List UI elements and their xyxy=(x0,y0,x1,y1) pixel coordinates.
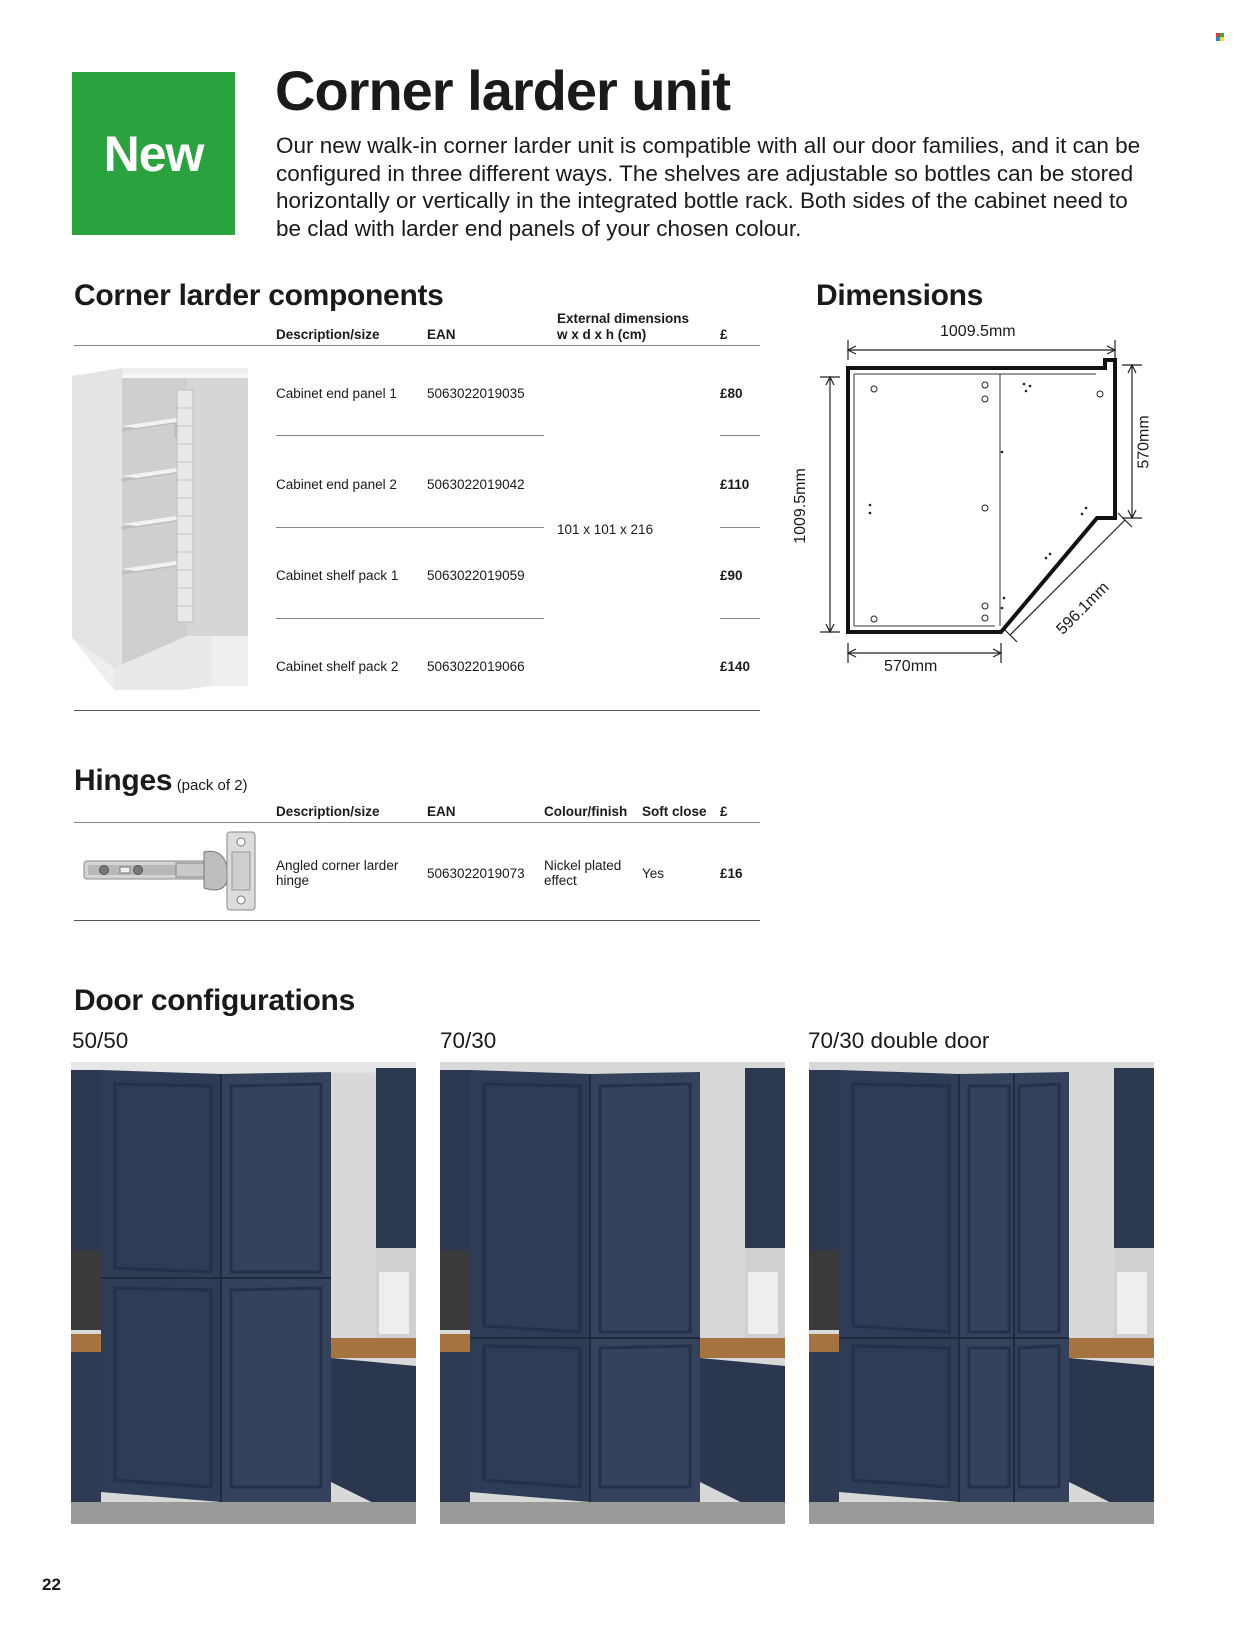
components-header-price: £ xyxy=(720,327,728,342)
hinges-heading-group xyxy=(74,764,248,798)
dimension-top-label: 1009.5mm xyxy=(940,323,1016,340)
component-row-1-description: Cabinet end panel 1 xyxy=(276,386,397,401)
component-row-rule xyxy=(720,435,760,436)
dimension-right-label: 570mm xyxy=(1135,415,1153,469)
new-badge xyxy=(72,72,235,235)
component-row-2-description: Cabinet end panel 2 xyxy=(276,477,397,492)
components-table-bottom-rule xyxy=(74,710,760,711)
hinges-header-price: £ xyxy=(720,804,728,819)
hinge-image xyxy=(82,830,262,912)
component-row-3-ean: 5063022019059 xyxy=(427,568,525,583)
component-row-3-price: £90 xyxy=(720,568,743,583)
component-row-rule xyxy=(276,618,544,619)
component-row-rule xyxy=(276,527,544,528)
dimension-left-label: 1009.5mm xyxy=(791,468,809,544)
component-row-4-description: Cabinet shelf pack 2 xyxy=(276,659,399,674)
dimensions-floor-plan xyxy=(790,330,1170,680)
config-photo-70-30-double xyxy=(809,1062,1154,1524)
hinge-ean: 5063022019073 xyxy=(427,866,525,881)
hinges-header-ean: EAN xyxy=(427,804,456,819)
component-row-2-ean: 5063022019042 xyxy=(427,477,525,492)
component-row-2-price: £110 xyxy=(720,477,750,492)
brand-mark-icon xyxy=(1216,33,1224,41)
hinge-description: Angled corner larder hinge xyxy=(276,858,399,888)
components-header-external-1: External dimensions xyxy=(557,311,690,326)
components-header-external-2: w x d x h (cm) xyxy=(557,327,647,342)
dimensions-heading: Dimensions xyxy=(816,279,984,312)
corner-larder-cabinet-image xyxy=(72,368,262,690)
hinges-subheading: (pack of 2) xyxy=(176,777,248,794)
components-header-ean: EAN xyxy=(427,327,456,342)
config-photo-70-30 xyxy=(440,1062,785,1524)
page-title: Corner larder unit xyxy=(275,59,730,122)
config-label-70-30-double: 70/30 double door xyxy=(808,1028,990,1053)
config-label-50-50: 50/50 xyxy=(72,1028,129,1053)
hinges-table-bottom-rule xyxy=(74,920,760,921)
hinges-header-description: Description/size xyxy=(276,804,380,819)
component-row-4-price: £140 xyxy=(720,659,751,674)
component-row-1-price: £80 xyxy=(720,386,743,401)
components-external-dimensions: 101 x 101 x 216 xyxy=(557,522,654,537)
dimension-diagonal-label: 596.1mm xyxy=(1053,579,1113,639)
dimension-bottom-label: 570mm xyxy=(884,658,938,675)
components-header-description: Description/size xyxy=(276,327,380,342)
hinges-header-soft-close: Soft close xyxy=(642,804,707,819)
component-row-4-ean: 5063022019066 xyxy=(427,659,525,674)
component-row-rule xyxy=(720,527,760,528)
component-row-rule xyxy=(720,618,760,619)
component-row-1-ean: 5063022019035 xyxy=(427,386,525,401)
page-number: 22 xyxy=(42,1575,61,1594)
component-row-rule xyxy=(276,435,544,436)
config-photo-50-50 xyxy=(71,1062,416,1524)
hinge-soft-close: Yes xyxy=(642,866,665,881)
components-heading: Corner larder components xyxy=(74,279,444,312)
config-label-70-30: 70/30 xyxy=(440,1028,497,1053)
hinges-heading: Hinges xyxy=(74,764,173,797)
intro-paragraph: Our new walk-in corner larder unit is compatible with all our door families, and it can be configured in three different ways. The shelves are adjustable so bottles can be stored horizontally or vertically in the integrated bottle rack. Both sides of the cabinet need to be clad with larder end panels of your chosen colour. xyxy=(276,133,1141,241)
hinge-colour: Nickel plated effect xyxy=(544,858,622,888)
hinges-header-rule xyxy=(74,822,760,823)
components-header-rule xyxy=(74,345,760,346)
hinge-price: £16 xyxy=(720,866,743,881)
new-badge-label: New xyxy=(103,125,204,182)
component-row-3-description: Cabinet shelf pack 1 xyxy=(276,568,399,583)
hinges-header-colour: Colour/finish xyxy=(544,804,628,819)
door-configurations-heading: Door configurations xyxy=(74,984,355,1017)
